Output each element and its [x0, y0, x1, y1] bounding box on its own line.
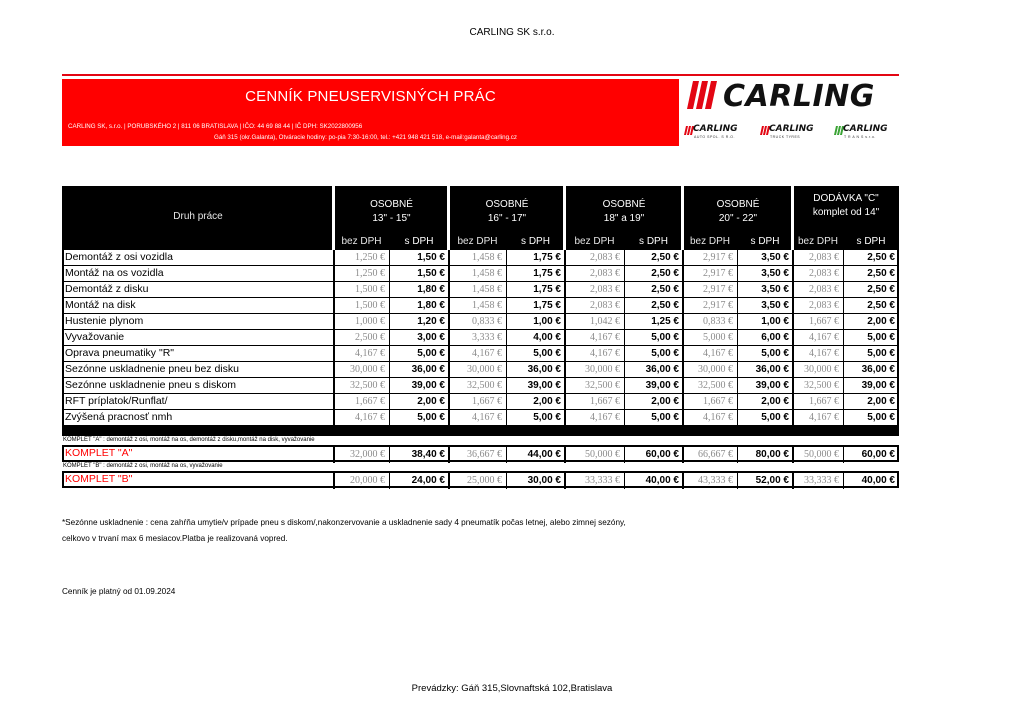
price-without-vat: 4,167 € — [472, 412, 502, 423]
table-row — [64, 378, 897, 394]
size-group-range: 20" - 22" — [718, 213, 758, 224]
price-with-vat: 2,00 € — [761, 396, 789, 407]
price-with-vat: 2,00 € — [533, 396, 561, 407]
price-with-vat: 5,00 € — [417, 348, 445, 359]
price-without-vat: 4,167 € — [590, 332, 620, 343]
price-without-vat: 1,500 € — [355, 284, 385, 295]
table-row — [64, 330, 897, 346]
price-without-vat: 1,250 € — [355, 252, 385, 263]
price-with-vat: 1,80 € — [417, 300, 445, 311]
title-banner — [62, 79, 679, 146]
price-without-vat: 0,833 € — [472, 316, 502, 327]
price-with-vat: 1,75 € — [533, 300, 561, 311]
separator-band — [62, 426, 899, 436]
price-without-vat: 50,000 € — [804, 449, 839, 460]
price-with-vat: 36,00 € — [861, 364, 895, 375]
price-with-vat: 60,00 € — [861, 449, 895, 460]
price-with-vat: 39,00 € — [527, 380, 561, 391]
s-dph-header: s DPH — [856, 236, 886, 247]
price-without-vat: 1,458 € — [472, 300, 502, 311]
footnote-line: celkovo v trvaní max 6 mesiacov.Platba je realizovaná vopred. — [62, 534, 288, 543]
size-group-title: DODÁVKA "C" — [813, 193, 879, 204]
size-group-header — [449, 198, 565, 226]
size-group-title: OSOBNÉ — [485, 199, 529, 210]
price-without-vat: 2,083 € — [590, 252, 620, 263]
s-dph-header: s DPH — [750, 236, 780, 247]
size-group-title: OSOBNÉ — [370, 199, 413, 210]
table-body — [62, 250, 899, 426]
komplet-a-label: KOMPLET "A" — [65, 447, 133, 459]
branches-footer: Prevádzky: Gáň 315,Slovnaftská 102,Bratislava — [411, 683, 613, 694]
price-with-vat: 5,00 € — [417, 412, 445, 423]
price-without-vat: 1,250 € — [355, 268, 385, 279]
price-without-vat: 5,000 € — [703, 332, 733, 343]
table-row — [64, 394, 897, 410]
carling-trans-logo — [834, 124, 904, 144]
size-group-range: komplet od 14" — [812, 207, 880, 218]
price-without-vat: 1,042 € — [590, 316, 620, 327]
price-with-vat: 36,00 € — [411, 364, 445, 375]
price-without-vat: 4,167 € — [355, 348, 385, 359]
price-with-vat: 5,00 € — [867, 332, 895, 343]
price-without-vat: 2,917 € — [703, 268, 733, 279]
sub-logo-text: CARLING — [693, 124, 738, 134]
price-without-vat: 4,167 € — [809, 348, 839, 359]
price-with-vat: 5,00 € — [867, 348, 895, 359]
price-with-vat: 3,50 € — [761, 300, 789, 311]
price-without-vat: 30,000 € — [467, 364, 502, 375]
price-with-vat: 80,00 € — [755, 449, 789, 460]
price-without-vat: 4,167 € — [809, 332, 839, 343]
price-with-vat: 39,00 € — [755, 380, 789, 391]
price-without-vat: 2,083 € — [809, 284, 839, 295]
price-with-vat: 40,00 € — [861, 475, 895, 486]
branch-contact: Gáň 315 (okr.Galanta), Otváracie hodiny: po-pia 7:30-16:00, tel.: +421 948 421 518, e-mail:galanta@carling.cz — [214, 134, 517, 141]
komplet-b-note: KOMPLET "B" : demontáž z osi, montáž na os, vyvažovanie — [63, 463, 223, 469]
price-without-vat: 4,167 € — [355, 412, 385, 423]
price-with-vat: 1,75 € — [533, 268, 561, 279]
price-without-vat: 33,333 € — [804, 475, 839, 486]
work-type-header: Druh práce — [173, 211, 223, 222]
size-group-header — [683, 198, 793, 226]
price-without-vat: 32,500 € — [804, 380, 839, 391]
bez-dph-header: bez DPH — [797, 236, 838, 247]
storage-footnote — [62, 515, 626, 547]
price-without-vat: 0,833 € — [703, 316, 733, 327]
price-with-vat: 1,80 € — [417, 284, 445, 295]
footnote-line: *Sezónne uskladnenie : cena zahŕňa umytie/v prípade pneu s diskom/,nakonzervovanie a uskladnenie sady 4 pneumatík počas letnej, alebo zimnej sezóny, — [62, 518, 626, 527]
price-without-vat: 2,083 € — [809, 252, 839, 263]
price-without-vat: 1,667 € — [809, 396, 839, 407]
price-without-vat: 32,500 € — [467, 380, 502, 391]
price-with-vat: 3,50 € — [761, 252, 789, 263]
carling-stripes-icon — [685, 78, 725, 112]
price-without-vat: 1,458 € — [472, 284, 502, 295]
work-type-label: Hustenie plynom — [65, 315, 144, 327]
s-dph-header: s DPH — [521, 236, 550, 247]
price-with-vat: 2,50 € — [867, 252, 895, 263]
price-without-vat: 1,667 € — [809, 316, 839, 327]
table-row — [64, 282, 897, 298]
price-with-vat: 5,00 € — [533, 412, 561, 423]
price-without-vat: 43,333 € — [698, 475, 733, 486]
sub-logo-text: CARLING — [843, 124, 888, 134]
s-dph-header: s DPH — [639, 236, 668, 247]
price-with-vat: 3,00 € — [417, 332, 445, 343]
table-row — [64, 266, 897, 282]
price-without-vat: 1,667 € — [472, 396, 502, 407]
size-group-range: 18" a 19" — [603, 213, 645, 224]
price-with-vat: 1,25 € — [651, 316, 679, 327]
price-without-vat: 4,167 € — [703, 348, 733, 359]
price-without-vat: 32,500 € — [585, 380, 620, 391]
price-without-vat: 4,167 € — [703, 412, 733, 423]
price-without-vat: 2,917 € — [703, 252, 733, 263]
price-with-vat: 1,50 € — [417, 252, 445, 263]
komplet-a-note: KOMPLET "A" : demontáž z osi, montáž na os, demontáž z disku,montáž na disk, vyvažovanie — [63, 437, 315, 443]
price-without-vat: 30,000 € — [585, 364, 620, 375]
komplet-b-row — [62, 471, 899, 488]
price-list-title: CENNÍK PNEUSERVISNÝCH PRÁC — [245, 88, 496, 105]
price-with-vat: 39,00 € — [411, 380, 445, 391]
price-with-vat: 2,00 € — [651, 396, 679, 407]
price-with-vat: 5,00 € — [651, 412, 679, 423]
carling-main-logo — [685, 78, 899, 114]
price-with-vat: 1,20 € — [417, 316, 445, 327]
table-header — [62, 186, 899, 250]
work-type-label: Montáž na os vozidla — [65, 267, 164, 279]
price-with-vat: 2,50 € — [867, 284, 895, 295]
table-row — [64, 410, 897, 426]
price-without-vat: 4,167 € — [590, 412, 620, 423]
price-without-vat: 2,500 € — [355, 332, 385, 343]
price-without-vat: 25,000 € — [467, 475, 502, 486]
work-type-label: Vyvažovanie — [65, 331, 125, 343]
price-with-vat: 52,00 € — [755, 475, 789, 486]
work-type-label: Zvýšená pracnosť nmh — [65, 411, 173, 423]
price-without-vat: 4,167 € — [590, 348, 620, 359]
price-with-vat: 60,00 € — [645, 449, 679, 460]
table-row — [64, 314, 897, 330]
price-with-vat: 3,50 € — [761, 284, 789, 295]
work-type-label: Sezónne uskladnenie pneu bez disku — [65, 363, 239, 375]
top-rule — [62, 74, 899, 76]
work-type-label: Sezónne uskladnenie pneu s diskom — [65, 379, 237, 391]
price-without-vat: 20,000 € — [350, 475, 385, 486]
size-group-title: OSOBNÉ — [716, 199, 760, 210]
price-with-vat: 30,00 € — [527, 475, 561, 486]
size-group-title: OSOBNÉ — [602, 199, 646, 210]
s-dph-header: s DPH — [404, 236, 434, 247]
price-with-vat: 5,00 € — [761, 348, 789, 359]
price-without-vat: 2,083 € — [809, 268, 839, 279]
price-with-vat: 2,00 € — [867, 396, 895, 407]
komplet-a-row — [62, 445, 899, 462]
price-without-vat: 4,167 € — [809, 412, 839, 423]
price-with-vat: 6,00 € — [761, 332, 789, 343]
price-with-vat: 5,00 € — [533, 348, 561, 359]
sub-logo-tagline: TRUCK TYRES — [770, 135, 801, 139]
price-with-vat: 4,00 € — [533, 332, 561, 343]
size-group-range: 16" - 17" — [487, 213, 527, 224]
work-type-label: Oprava pneumatiky "R" — [65, 347, 174, 359]
price-with-vat: 1,00 € — [533, 316, 561, 327]
size-group-header — [793, 192, 899, 220]
price-table — [62, 186, 899, 488]
size-group-range: 13" - 15" — [372, 213, 411, 224]
price-with-vat: 2,50 € — [651, 284, 679, 295]
price-with-vat: 5,00 € — [867, 412, 895, 423]
price-without-vat: 66,667 € — [698, 449, 733, 460]
price-without-vat: 3,333 € — [472, 332, 502, 343]
price-with-vat: 38,40 € — [411, 449, 445, 460]
validity-note: Cenník je platný od 01.09.2024 — [62, 587, 176, 596]
price-with-vat: 1,75 € — [533, 252, 561, 263]
price-with-vat: 1,50 € — [417, 268, 445, 279]
work-type-label: Montáž na disk — [65, 299, 136, 311]
price-without-vat: 2,083 € — [809, 300, 839, 311]
price-with-vat: 5,00 € — [651, 332, 679, 343]
price-without-vat: 1,667 € — [355, 396, 385, 407]
price-with-vat: 5,00 € — [651, 348, 679, 359]
price-with-vat: 3,50 € — [761, 268, 789, 279]
price-with-vat: 36,00 € — [645, 364, 679, 375]
sub-logo-text: CARLING — [769, 124, 814, 134]
bez-dph-header: bez DPH — [341, 236, 382, 247]
price-with-vat: 36,00 € — [527, 364, 561, 375]
price-without-vat: 1,667 € — [590, 396, 620, 407]
table-row — [64, 298, 897, 314]
table-row — [64, 362, 897, 378]
price-without-vat: 30,000 € — [350, 364, 385, 375]
price-with-vat: 2,50 € — [651, 300, 679, 311]
price-with-vat: 5,00 € — [761, 412, 789, 423]
price-with-vat: 2,50 € — [867, 300, 895, 311]
price-without-vat: 36,667 € — [467, 449, 502, 460]
table-row — [64, 346, 897, 362]
price-with-vat: 2,00 € — [417, 396, 445, 407]
price-with-vat: 24,00 € — [411, 475, 445, 486]
price-with-vat: 2,00 € — [867, 316, 895, 327]
company-header: CARLING SK s.r.o. — [469, 27, 555, 38]
price-with-vat: 1,00 € — [761, 316, 789, 327]
price-without-vat: 32,500 € — [698, 380, 733, 391]
price-without-vat: 30,000 € — [698, 364, 733, 375]
price-with-vat: 2,50 € — [651, 252, 679, 263]
carling-logo-text: CARLING — [723, 79, 875, 114]
work-type-label: RFT príplatok/Runflat/ — [65, 395, 168, 407]
price-without-vat: 2,917 € — [703, 300, 733, 311]
price-with-vat: 39,00 € — [645, 380, 679, 391]
price-with-vat: 2,50 € — [867, 268, 895, 279]
price-without-vat: 2,083 € — [590, 284, 620, 295]
price-without-vat: 1,667 € — [703, 396, 733, 407]
carling-auto-logo — [684, 124, 754, 144]
komplet-b-label: KOMPLET "B" — [65, 473, 133, 485]
price-with-vat: 44,00 € — [527, 449, 561, 460]
size-group-header — [565, 198, 683, 226]
sub-logo-tagline: T R A N S s.r.o. — [844, 135, 876, 139]
price-without-vat: 1,500 € — [355, 300, 385, 311]
price-without-vat: 32,500 € — [350, 380, 385, 391]
price-without-vat: 32,000 € — [350, 449, 385, 460]
size-group-header — [334, 198, 449, 226]
price-with-vat: 1,75 € — [533, 284, 561, 295]
company-address: CARLING SK, s.r.o. | PORUBSKÉHO 2 | 811 06 BRATISLAVA | IČO: 44 69 88 44 | IČ DPH: SK2022800956 — [68, 123, 363, 130]
price-without-vat: 2,917 € — [703, 284, 733, 295]
price-without-vat: 1,000 € — [355, 316, 385, 327]
price-with-vat: 2,50 € — [651, 268, 679, 279]
bez-dph-header: bez DPH — [457, 236, 498, 247]
price-without-vat: 1,458 € — [472, 268, 502, 279]
carling-truck-logo — [760, 124, 830, 144]
price-without-vat: 2,083 € — [590, 300, 620, 311]
work-type-label: Demontáž z disku — [65, 283, 149, 295]
price-without-vat: 33,333 € — [585, 475, 620, 486]
work-type-label: Demontáž z osi vozidla — [65, 251, 173, 263]
price-with-vat: 39,00 € — [861, 380, 895, 391]
price-without-vat: 4,167 € — [472, 348, 502, 359]
price-without-vat: 1,458 € — [472, 252, 502, 263]
sub-logo-tagline: AUTO SPOL. S R.O. — [694, 135, 735, 139]
price-without-vat: 30,000 € — [804, 364, 839, 375]
table-row — [64, 250, 897, 266]
price-without-vat: 2,083 € — [590, 268, 620, 279]
bez-dph-header: bez DPH — [574, 236, 615, 247]
price-with-vat: 40,00 € — [645, 475, 679, 486]
bez-dph-header: bez DPH — [689, 236, 730, 247]
price-without-vat: 50,000 € — [585, 449, 620, 460]
price-with-vat: 36,00 € — [755, 364, 789, 375]
